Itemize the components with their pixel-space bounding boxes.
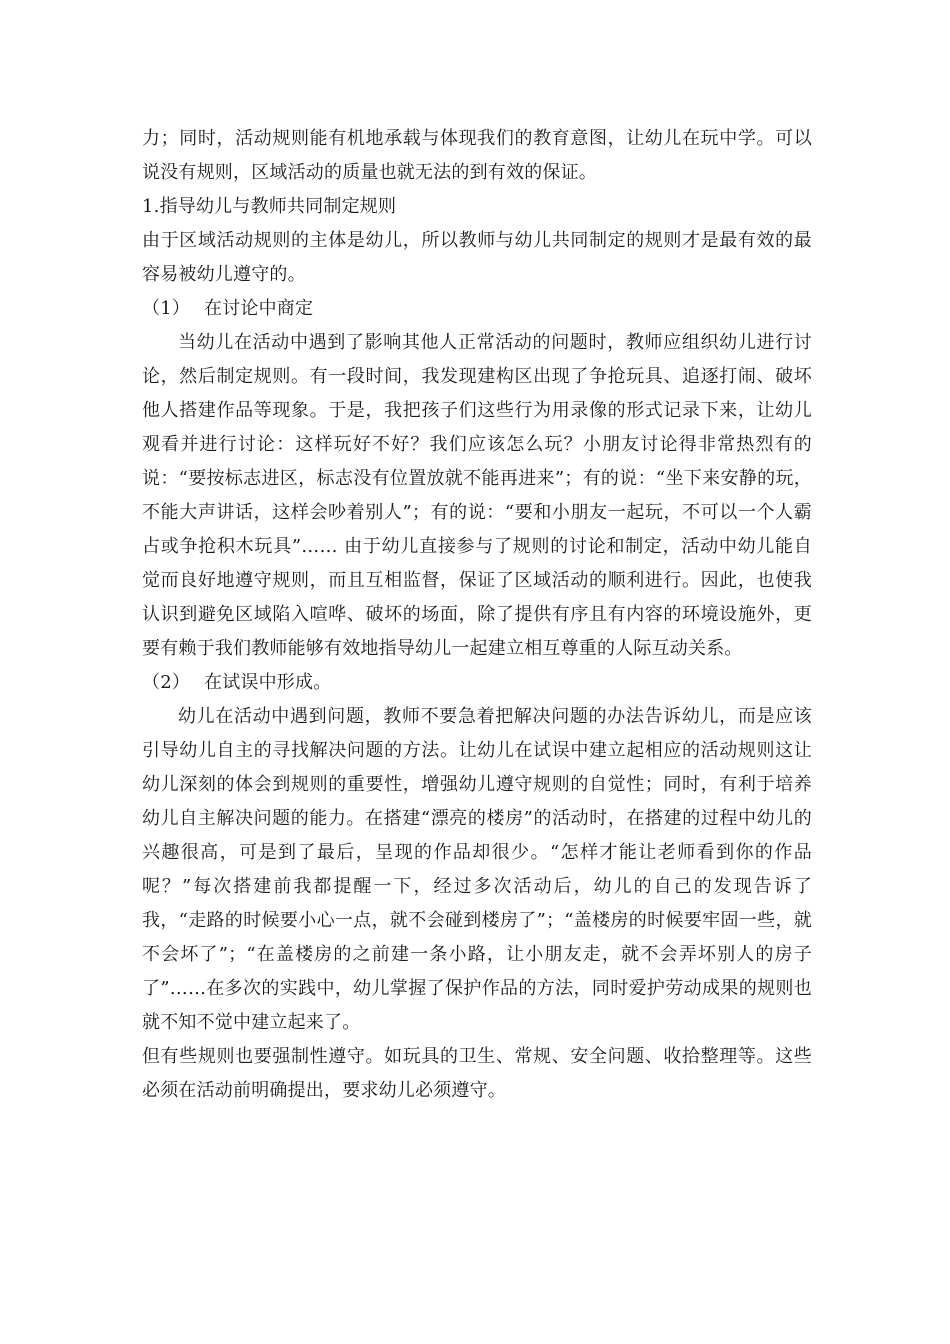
- paragraph-intro-continuation: 力；同时，活动规则能有机地承载与体现我们的教育意图，让幼儿在玩中学。可以说没有规则，区域活动的质量也就无法的到有效的保证。: [142, 128, 812, 183]
- subsection-heading-2: [142, 666, 812, 700]
- section-heading: 1.指导幼儿与教师共同制定规则: [142, 196, 397, 217]
- paragraph-section-intro: 由于区域活动规则的主体是幼儿，所以教师与幼儿共同制定的规则才是最有效的最容易被幼儿遵守的。: [142, 230, 812, 285]
- subsection-heading-1: [142, 292, 812, 326]
- subsection-number: （2）: [142, 672, 191, 693]
- subsection-number: （1）: [142, 298, 191, 319]
- subsection-title: 在试误中形成。: [204, 672, 332, 693]
- paragraph-mandatory-rules: 但有些规则也要强制性遵守。如玩具的卫生、常规、安全问题、收拾整理等。这些必须在活动前明确提出，要求幼儿必须遵守。: [142, 1046, 812, 1101]
- document-body: [142, 122, 812, 1108]
- paragraph-discussion: 当幼儿在活动中遇到了影响其他人正常活动的问题时，教师应组织幼儿进行讨论，然后制定规则。有一段时间，我发现建构区出现了争抢玩具、追逐打闹、破坏他人搭建作品等现象。于是，我把孩子们这些行为用录像的形式记录下来，让幼儿观看并进行讨论：这样玩好不好？我们应该怎么玩？小朋友讨论得非常热烈有的说：“要按标志进区，标志没有位置放就不能再进来”；有的说：“坐下来安静的玩，不能大声讲话，这样会吵着别人”；有的说：“要和小朋友一起玩，不可以一个人霸占或争抢积木玩具”…… 由于幼儿直接参与了规则的讨论和制定，活动中幼儿能自觉而良好地遵守规则，而且互相监督，保证了区域活动的顺利进行。因此，也使我认识到避免区域陷入喧哗、破坏的场面，除了提供有序且有内容的环境设施外，更要有赖于我们教师能够有效地指导幼儿一起建立相互尊重的人际互动关系。: [142, 332, 812, 659]
- subsection-title: 在讨论中商定: [204, 298, 314, 319]
- paragraph-trial-and-error: 幼儿在活动中遇到问题，教师不要急着把解决问题的办法告诉幼儿，而是应该引导幼儿自主的寻找解决问题的方法。让幼儿在试误中建立起相应的活动规则这让幼儿深刻的体会到规则的重要性，增强幼儿遵守规则的自觉性；同时，有利于培养幼儿自主解决问题的能力。在搭建“漂亮的楼房”的活动时，在搭建的过程中幼儿的兴趣很高，可是到了最后，呈现的作品却很少。“怎样才能让老师看到你的作品呢？”每次搭建前我都提醒一下，经过多次活动后，幼儿的自己的发现告诉了我，“走路的时候要小心一点，就不会碰到楼房了”；“盖楼房的时候要牢固一些，就不会坏了”；“在盖楼房的之前建一条小路，让小朋友走，就不会弄坏别人的房子了”……在多次的实践中，幼儿掌握了保护作品的方法，同时爱护劳动成果的规则也就不知不觉中建立起来了。: [142, 706, 812, 1033]
